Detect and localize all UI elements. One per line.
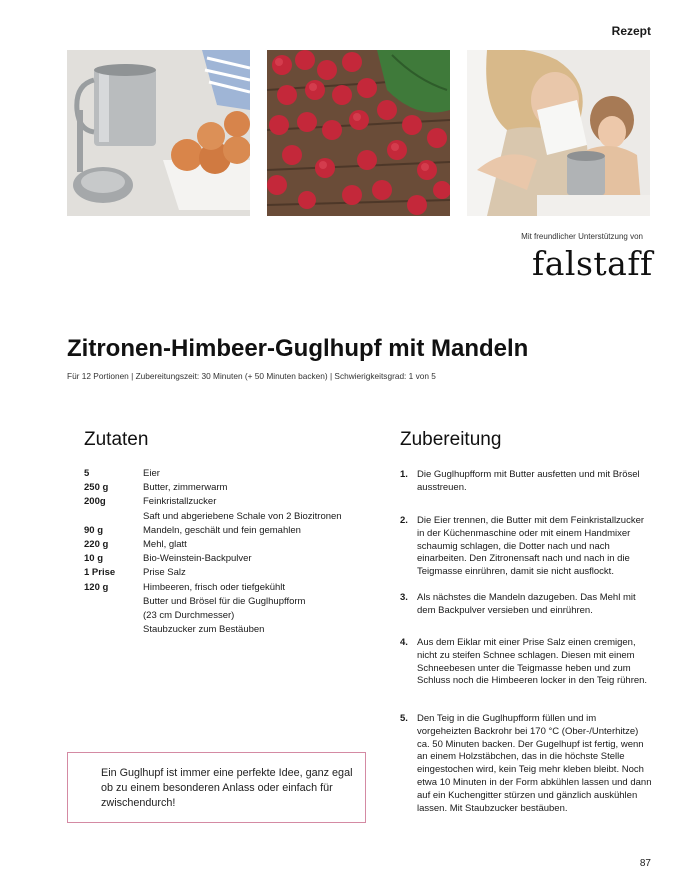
step-text: Den Teig in die Guglhupfform füllen und im vorgeheizten Backrohr bei 170 °C (Ober-/Unterhitze) ca. 50 Minuten backen. Der Gugelhupf ist fertig, wenn an einem Holzstäbchen, das in die höchste Stelle eingestochen wird, kein Teig mehr kleben bleibt. Noch etwa 10 Minuten in der Form abkühlen lassen und dann auf ein Kuchengitter stürzen und gänzlich auskühlen lassen. Mit Staubzucker bestäuben. bbox=[417, 713, 652, 814]
ingredient-row bbox=[84, 566, 374, 580]
ingredient-text: Himbeeren, frisch oder tiefgekühlt bbox=[143, 581, 286, 593]
ingredient-row bbox=[84, 495, 374, 509]
ingredient-row bbox=[84, 552, 374, 566]
ingredient-amount: 10 g bbox=[84, 553, 104, 565]
ingredient-text: Feinkristallzucker bbox=[143, 496, 217, 508]
ingredient-text: Saft und abgeriebene Schale von 2 Biozitronen bbox=[143, 510, 342, 522]
ingredient-row bbox=[84, 538, 374, 552]
step-text: Die Guglhupfform mit Butter ausfetten und mit Brösel ausstreuen. bbox=[417, 469, 640, 493]
sponsor-note: Mit freundlicher Unterstützung von bbox=[521, 232, 643, 241]
ingredient-text: Prise Salz bbox=[143, 567, 186, 579]
mother-and-child-baking-photo bbox=[467, 50, 650, 216]
ingredient-row bbox=[84, 609, 374, 623]
ingredient-amount bbox=[84, 510, 143, 524]
ingredient-row bbox=[84, 581, 374, 595]
ingredient-amount: 1 Prise bbox=[84, 567, 116, 579]
step-number: 5. bbox=[400, 713, 408, 724]
ingredient-text: Butter, zimmerwarm bbox=[143, 482, 228, 494]
step-2 bbox=[400, 515, 652, 579]
ingredient-text: Staubzucker zum Bestäuben bbox=[143, 624, 265, 636]
ingredient-text: Bio-Weinstein-Backpulver bbox=[143, 553, 252, 565]
ingredient-text: Eier bbox=[143, 468, 160, 479]
step-text: Als nächstes die Mandeln dazugeben. Das Mehl mit dem Backpulver versieben und einrühren. bbox=[417, 592, 636, 616]
ingredient-amount: 5 bbox=[84, 468, 90, 479]
ingredient-text: Mehl, glatt bbox=[143, 539, 187, 551]
raspberries-photo bbox=[267, 50, 450, 216]
ingredient-amount: 200g bbox=[84, 496, 106, 508]
ingredient-text: (23 cm Durchmesser) bbox=[143, 610, 235, 622]
step-number: 4. bbox=[400, 637, 408, 648]
ingredient-row bbox=[84, 524, 374, 538]
step-text: Die Eier trennen, die Butter mit dem Feinkristallzucker in der Küchenmaschine oder mit einem Handmixer schaumig schlagen, die Dotter nach und nach einarbeiten. Den Zitronensaft nach und nach in die Teigmasse einrühren, damit sie nicht ausflockt. bbox=[417, 515, 645, 578]
ingredient-row bbox=[84, 510, 374, 524]
step-number: 1. bbox=[400, 469, 408, 480]
ingredient-row bbox=[84, 481, 374, 495]
ingredient-amount: 220 g bbox=[84, 539, 109, 551]
ingredient-row bbox=[84, 623, 374, 637]
recipe-title: Zitronen-Himbeer-Guglhupf mit Mandeln bbox=[67, 335, 529, 362]
step-number: 2. bbox=[400, 515, 408, 526]
ingredient-amount bbox=[84, 623, 143, 637]
ingredient-text: Mandeln, geschält und fein gemahlen bbox=[143, 524, 301, 536]
baking-tools-and-eggs-photo bbox=[67, 50, 250, 216]
ingredient-amount: 90 g bbox=[84, 524, 104, 536]
ingredient-amount bbox=[84, 595, 143, 609]
step-4 bbox=[400, 637, 652, 688]
ingredients-list bbox=[84, 467, 374, 637]
tip-box bbox=[67, 752, 366, 823]
page-number: 87 bbox=[639, 858, 651, 869]
ingredient-amount: 120 g bbox=[84, 581, 109, 593]
recipe-meta: Für 12 Portionen | Zubereitungszeit: 30 Minuten (+ 50 Minuten backen) | Schwierigkeitsgrad: 1 von 5 bbox=[67, 371, 436, 381]
ingredient-text: Butter und Brösel für die Guglhupfform bbox=[143, 595, 306, 607]
ingredient-amount bbox=[84, 609, 143, 623]
step-3 bbox=[400, 592, 652, 618]
step-1 bbox=[400, 469, 652, 495]
section-label: Rezept bbox=[611, 24, 651, 38]
ingredient-row bbox=[84, 595, 374, 609]
step-number: 3. bbox=[400, 592, 408, 603]
step-text: Aus dem Eiklar mit einer Prise Salz einen cremigen, nicht zu steifen Schnee schlagen. Diesen mit einem Schneebesen unter die Teigmasse heben und zum Schluss noch die Himbeeren locker in den Teig rühren. bbox=[417, 637, 648, 687]
step-5 bbox=[400, 713, 652, 815]
ingredient-amount: 250 g bbox=[84, 482, 109, 494]
tip-text: Ein Guglhupf ist immer eine perfekte Idee, ganz egal ob zu einem besonderen Anlass oder einfach für zwischendurch! bbox=[101, 767, 353, 809]
ingredients-heading: Zutaten bbox=[84, 429, 149, 450]
preparation-heading: Zubereitung bbox=[400, 429, 502, 450]
falstaff-logo: falstaff bbox=[532, 244, 653, 283]
ingredient-row bbox=[84, 467, 374, 481]
